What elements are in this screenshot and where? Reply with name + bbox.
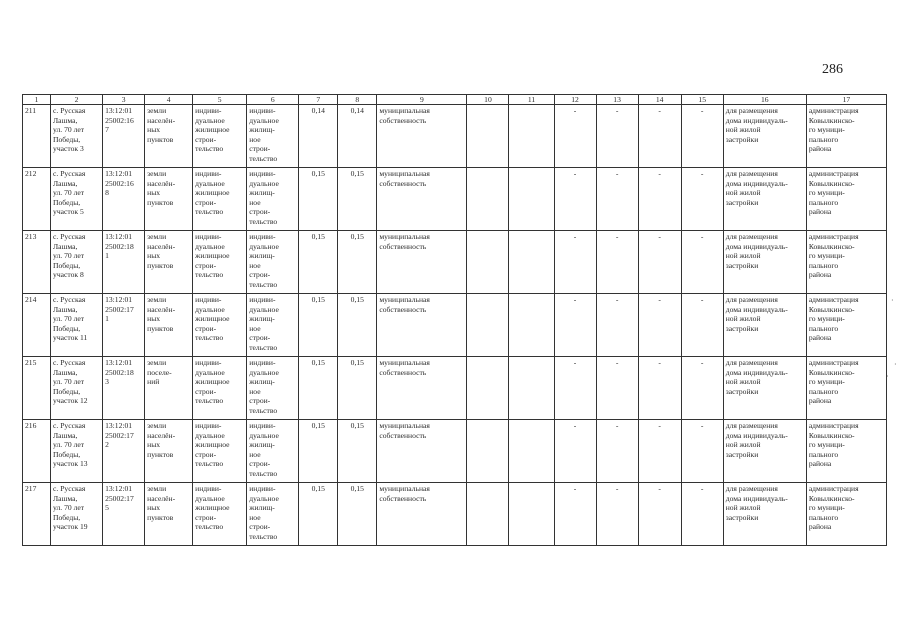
cadastral-number: 13:12:01 25002:17 5 [103, 483, 145, 546]
cell-col-11 [509, 231, 554, 294]
cell-col-13: - [596, 420, 638, 483]
administrator: администрация Ковылкинско- го муници- пального района [806, 420, 886, 483]
cell-col-12: - [554, 294, 596, 357]
cadastral-number: 13:12:01 25002:16 7 [103, 105, 145, 168]
plot-address: с. Русская Лашма, ул. 70 лет Победы, участок 13 [51, 420, 103, 483]
row-number: 213 [23, 231, 51, 294]
table-row [23, 420, 887, 483]
cell-col-15: - [681, 231, 723, 294]
intended-purpose: для размещения дома индивидуаль- ной жилой застройки [723, 357, 806, 420]
actual-use: индиви- дуальное жилищ- ное строи- тельство [247, 105, 299, 168]
plot-address: с. Русская Лашма, ул. 70 лет Победы, участок 5 [51, 168, 103, 231]
cell-col-12: - [554, 420, 596, 483]
land-category: земли поселе- ний [145, 357, 193, 420]
cell-col-10 [467, 483, 509, 546]
cell-col-10 [467, 294, 509, 357]
header-col-13: 13 [596, 95, 638, 105]
cell-col-10 [467, 231, 509, 294]
actual-use: индиви- дуальное жилищ- ное строи- тельство [247, 483, 299, 546]
header-col-14: 14 [638, 95, 681, 105]
administrator: администрация Ковылкинско- го муници- пального района [806, 231, 886, 294]
cell-col-15: - [681, 483, 723, 546]
intended-purpose: для размещения дома индивидуаль- ной жилой застройки [723, 231, 806, 294]
actual-use: индиви- дуальное жилищ- ное строи- тельство [247, 294, 299, 357]
header-col-2: 2 [51, 95, 103, 105]
cell-col-11 [509, 420, 554, 483]
header-col-15: 15 [681, 95, 723, 105]
actual-use: индиви- дуальное жилищ- ное строи- тельство [247, 357, 299, 420]
page-number: 286 [822, 62, 843, 77]
scan-speck: · [891, 296, 894, 305]
land-plot-register-table [22, 94, 887, 546]
scan-speck: · [886, 372, 889, 381]
cell-col-15: - [681, 168, 723, 231]
land-category: земли населён- ных пунктов [145, 168, 193, 231]
table-row [23, 294, 887, 357]
cell-col-15: - [681, 105, 723, 168]
table-row [23, 168, 887, 231]
administrator: администрация Ковылкинско- го муници- пального района [806, 294, 886, 357]
land-category: земли населён- ных пунктов [145, 105, 193, 168]
administrator: администрация Ковылкинско- го муници- пального района [806, 357, 886, 420]
cadastral-number: 13:12:01 25002:16 8 [103, 168, 145, 231]
ownership-type: муниципальная собственность [377, 168, 467, 231]
intended-purpose: для размещения дома индивидуаль- ной жилой застройки [723, 294, 806, 357]
area-value-2: 0,15 [338, 483, 377, 546]
cadastral-number: 13:12:01 25002:18 1 [103, 231, 145, 294]
intended-purpose: для размещения дома индивидуаль- ной жилой застройки [723, 420, 806, 483]
area-value: 0,15 [299, 420, 338, 483]
cell-col-15: - [681, 294, 723, 357]
header-col-9: 9 [377, 95, 467, 105]
cadastral-number: 13:12:01 25002:18 3 [103, 357, 145, 420]
permitted-use: индиви- дуальное жилищное строи- тельство [193, 105, 247, 168]
area-value: 0,15 [299, 294, 338, 357]
cadastral-number: 13:12:01 25002:17 2 [103, 420, 145, 483]
header-col-5: 5 [193, 95, 247, 105]
header-col-7: 7 [299, 95, 338, 105]
actual-use: индиви- дуальное жилищ- ное строи- тельство [247, 420, 299, 483]
header-col-6: 6 [247, 95, 299, 105]
cell-col-14: - [638, 294, 681, 357]
row-number: 217 [23, 483, 51, 546]
area-value-2: 0,15 [338, 420, 377, 483]
ownership-type: муниципальная собственность [377, 483, 467, 546]
plot-address: с. Русская Лашма, ул. 70 лет Победы, участок 8 [51, 231, 103, 294]
row-number: 211 [23, 105, 51, 168]
intended-purpose: для размещения дома индивидуаль- ной жилой застройки [723, 105, 806, 168]
area-value-2: 0,15 [338, 294, 377, 357]
administrator: администрация Ковылкинско- го муници- пального района [806, 105, 886, 168]
cell-col-15: - [681, 357, 723, 420]
permitted-use: индиви- дуальное жилищное строи- тельство [193, 168, 247, 231]
cell-col-14: - [638, 483, 681, 546]
cell-col-14: - [638, 357, 681, 420]
cell-col-14: - [638, 420, 681, 483]
row-number: 216 [23, 420, 51, 483]
permitted-use: индиви- дуальное жилищное строи- тельство [193, 420, 247, 483]
permitted-use: индиви- дуальное жилищное строи- тельство [193, 294, 247, 357]
cell-col-12: - [554, 168, 596, 231]
table-row [23, 483, 887, 546]
cell-col-13: - [596, 105, 638, 168]
table-row [23, 357, 887, 420]
plot-address: с. Русская Лашма, ул. 70 лет Победы, участок 12 [51, 357, 103, 420]
row-number: 215 [23, 357, 51, 420]
header-col-8: 8 [338, 95, 377, 105]
header-col-10: 10 [467, 95, 509, 105]
permitted-use: индиви- дуальное жилищное строи- тельство [193, 357, 247, 420]
cell-col-12: - [554, 105, 596, 168]
area-value-2: 0,15 [338, 168, 377, 231]
area-value-2: 0,14 [338, 105, 377, 168]
area-value-2: 0,15 [338, 357, 377, 420]
ownership-type: муниципальная собственность [377, 294, 467, 357]
ownership-type: муниципальная собственность [377, 357, 467, 420]
header-col-4: 4 [145, 95, 193, 105]
permitted-use: индиви- дуальное жилищное строи- тельство [193, 483, 247, 546]
header-col-16: 16 [723, 95, 806, 105]
cell-col-14: - [638, 168, 681, 231]
cell-col-14: - [638, 105, 681, 168]
cell-col-11 [509, 105, 554, 168]
table-row [23, 105, 887, 168]
header-col-17: 17 [806, 95, 886, 105]
cell-col-11 [509, 357, 554, 420]
header-col-1: 1 [23, 95, 51, 105]
plot-address: с. Русская Лашма, ул. 70 лет Победы, участок 19 [51, 483, 103, 546]
land-category: земли населён- ных пунктов [145, 294, 193, 357]
header-row [23, 95, 887, 105]
land-category: земли населён- ных пунктов [145, 483, 193, 546]
area-value: 0,15 [299, 483, 338, 546]
cell-col-14: - [638, 231, 681, 294]
administrator: администрация Ковылкинско- го муници- пального района [806, 168, 886, 231]
cell-col-13: - [596, 168, 638, 231]
cell-col-11 [509, 483, 554, 546]
administrator: администрация Ковылкинско- го муници- пального района [806, 483, 886, 546]
actual-use: индиви- дуальное жилищ- ное строи- тельство [247, 231, 299, 294]
cell-col-13: - [596, 483, 638, 546]
plot-address: с. Русская Лашма, ул. 70 лет Победы, участок 3 [51, 105, 103, 168]
land-category: земли населён- ных пунктов [145, 231, 193, 294]
cell-col-12: - [554, 357, 596, 420]
cell-col-13: - [596, 357, 638, 420]
table-row [23, 231, 887, 294]
cell-col-11 [509, 168, 554, 231]
cell-col-10 [467, 168, 509, 231]
cell-col-12: - [554, 483, 596, 546]
cell-col-10 [467, 105, 509, 168]
area-value: 0,15 [299, 231, 338, 294]
intended-purpose: для размещения дома индивидуаль- ной жилой застройки [723, 168, 806, 231]
permitted-use: индиви- дуальное жилищное строи- тельство [193, 231, 247, 294]
header-col-3: 3 [103, 95, 145, 105]
ownership-type: муниципальная собственность [377, 231, 467, 294]
land-category: земли населён- ных пунктов [145, 420, 193, 483]
area-value-2: 0,15 [338, 231, 377, 294]
ownership-type: муниципальная собственность [377, 105, 467, 168]
cell-col-13: - [596, 231, 638, 294]
row-number: 214 [23, 294, 51, 357]
cell-col-10 [467, 357, 509, 420]
cell-col-10 [467, 420, 509, 483]
scan-speck: · [894, 360, 897, 369]
ownership-type: муниципальная собственность [377, 420, 467, 483]
cell-col-13: - [596, 294, 638, 357]
header-col-12: 12 [554, 95, 596, 105]
row-number: 212 [23, 168, 51, 231]
intended-purpose: для размещения дома индивидуаль- ной жилой застройки [723, 483, 806, 546]
plot-address: с. Русская Лашма, ул. 70 лет Победы, участок 11 [51, 294, 103, 357]
cell-col-12: - [554, 231, 596, 294]
cadastral-number: 13:12:01 25002:17 1 [103, 294, 145, 357]
area-value: 0,15 [299, 357, 338, 420]
cell-col-15: - [681, 420, 723, 483]
area-value: 0,15 [299, 168, 338, 231]
header-col-11: 11 [509, 95, 554, 105]
cell-col-11 [509, 294, 554, 357]
actual-use: индиви- дуальное жилищ- ное строи- тельство [247, 168, 299, 231]
area-value: 0,14 [299, 105, 338, 168]
